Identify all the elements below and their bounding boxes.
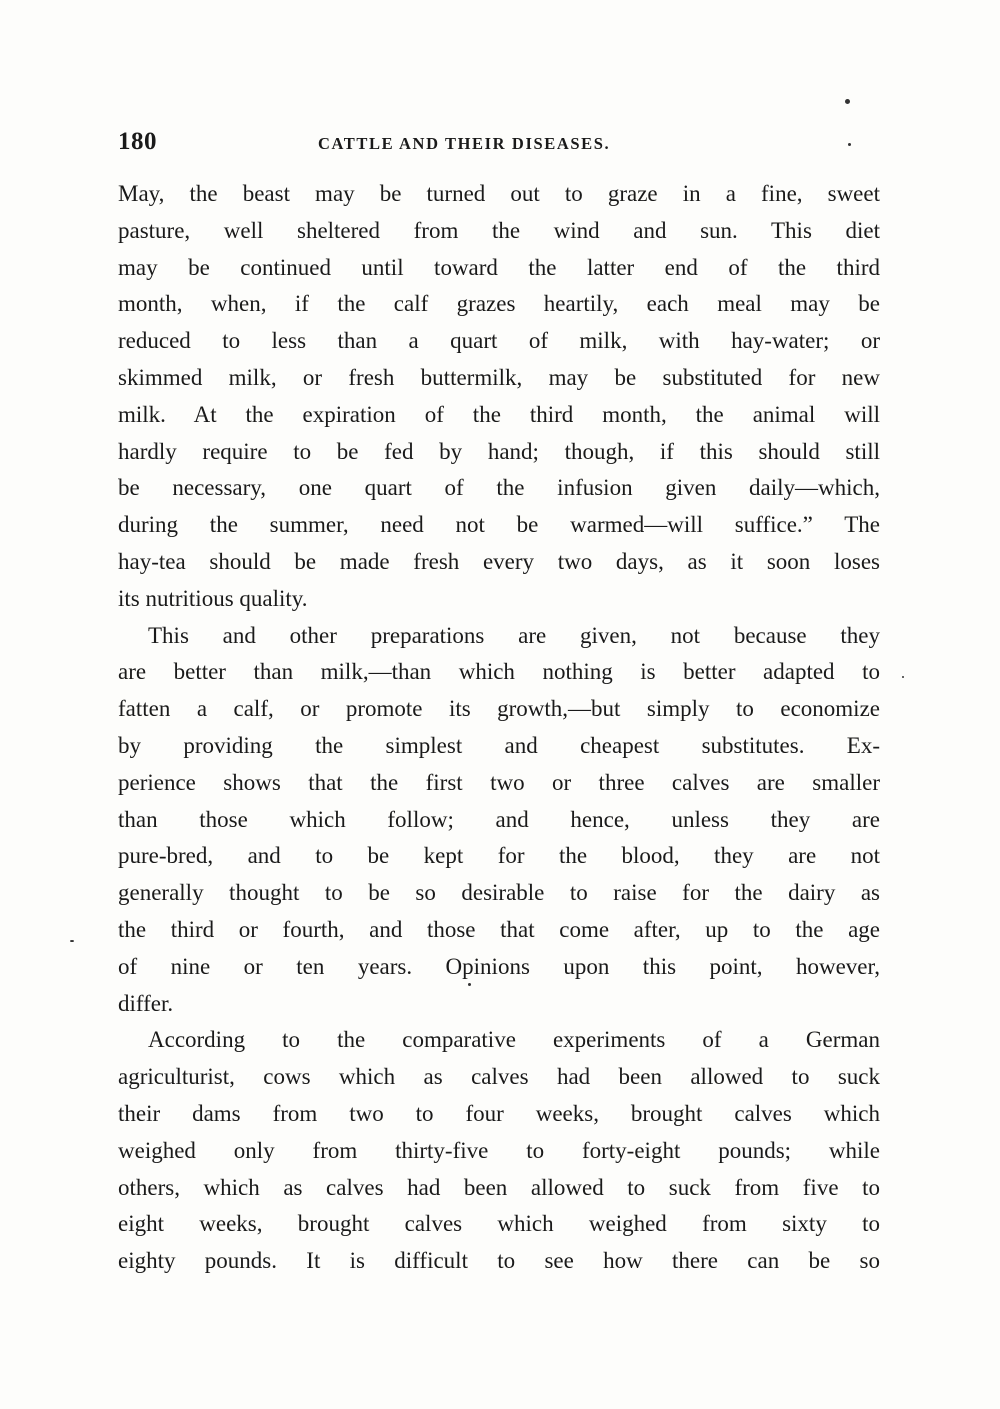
scan-speck — [468, 983, 471, 986]
text-line: hay-tea should be made fresh every two days, as it soon loses — [118, 548, 880, 574]
text-line: weighed only from thirty-five to forty-eight pounds; while — [118, 1137, 880, 1163]
scan-speck — [70, 940, 74, 942]
scan-speck — [902, 676, 904, 678]
text-line: eighty pounds. It is difficult to see how there can be so — [118, 1248, 880, 1274]
text-line: month, when, if the calf grazes heartily, each meal may be — [118, 291, 880, 317]
text-line: hardly require to be fed by hand; though, if this should still — [118, 438, 880, 464]
paragraph-3 — [118, 1022, 880, 1280]
text-line: agriculturist, cows which as calves had been allowed to suck — [118, 1064, 880, 1090]
text-line: its nutritious quality. — [118, 585, 308, 611]
page-number: 180 — [118, 128, 157, 155]
text-line: are better than milk,—than which nothing is better adapted to — [118, 659, 880, 685]
paragraph-1 — [118, 176, 880, 618]
text-line: eight weeks, brought calves which weighed from sixty to — [118, 1211, 880, 1237]
scan-speck — [845, 99, 850, 104]
text-line: may be continued until toward the latter end of the third — [118, 254, 880, 280]
text-line: fatten a calf, or promote its growth,—but simply to economize — [118, 696, 880, 722]
text-line: of nine or ten years. Opinions upon this point, however, — [118, 953, 880, 979]
text-line: milk. At the expiration of the third month, the animal will — [118, 401, 880, 427]
text-line: May, the beast may be turned out to graze in a fine, sweet — [118, 181, 880, 206]
text-line: others, which as calves had been allowed to suck from five to — [118, 1174, 880, 1200]
text-line: by providing the simplest and cheapest substitutes. Ex- — [118, 732, 880, 758]
text-line: be necessary, one quart of the infusion given daily—which, — [118, 475, 880, 501]
page-header — [118, 128, 880, 160]
text-line: generally thought to be so desirable to raise for the dairy as — [118, 880, 880, 906]
text-line: According to the comparative experiments of a German — [148, 1027, 880, 1053]
text-line: skimmed milk, or fresh buttermilk, may be substituted for new — [118, 364, 880, 390]
text-line: pure-bred, and to be kept for the blood, they are not — [118, 843, 880, 869]
running-head: CATTLE AND THEIR DISEASES. — [318, 134, 611, 153]
text-line: during the summer, need not be warmed—will suffice.” The — [118, 512, 880, 538]
body-text — [118, 176, 880, 1280]
text-line: their dams from two to four weeks, brought calves which — [118, 1100, 880, 1126]
scan-speck — [848, 143, 851, 146]
text-line: reduced to less than a quart of milk, with hay-water; or — [118, 328, 880, 354]
text-line: pasture, well sheltered from the wind and sun. This diet — [118, 217, 880, 243]
text-line: This and other preparations are given, not because they — [148, 622, 880, 648]
text-line: perience shows that the first two or three calves are smaller — [118, 769, 880, 795]
text-line: the third or fourth, and those that come after, up to the age — [118, 916, 880, 942]
text-line: than those which follow; and hence, unless they are — [118, 806, 880, 832]
paragraph-2 — [118, 618, 880, 1023]
text-line: differ. — [118, 990, 174, 1016]
